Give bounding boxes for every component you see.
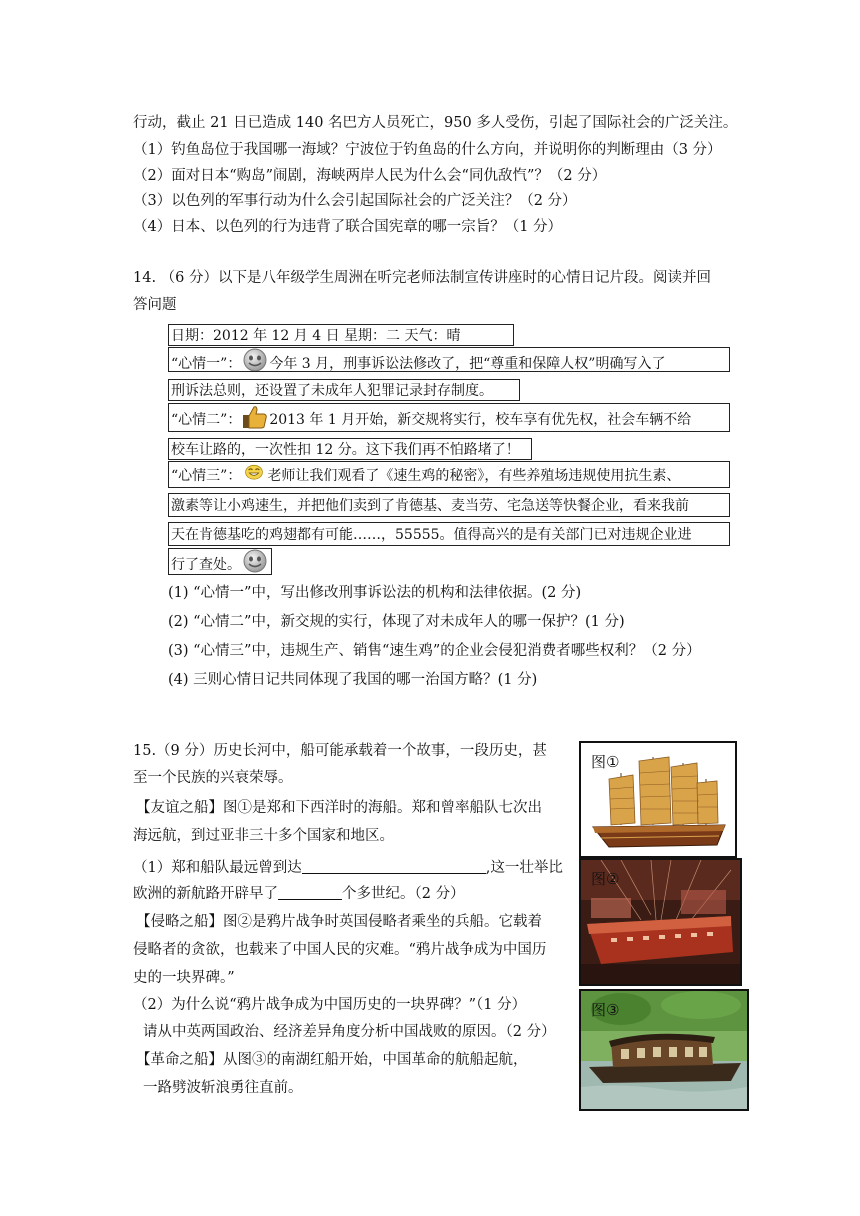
diary-mood1-line1 bbox=[168, 347, 730, 372]
q15-friendship-line1: 【友谊之船】图①是郑和下西洋时的海船。郑和曾率船队七次出 bbox=[136, 800, 542, 816]
q15-invasion-line2: 侵略者的贪欲，也载来了中国人民的灾难。“鸦片战争成为中国历 bbox=[133, 942, 547, 958]
q15-q1-text-c: 欧洲的新航路开辟早了 bbox=[133, 886, 278, 902]
q15-friendship-line2: 海远航，到过亚非三十多个国家和地区。 bbox=[133, 828, 394, 844]
q15-revolution-line2: 一路劈波斩浪勇往直前。 bbox=[143, 1080, 303, 1096]
diary-mood2-line1 bbox=[168, 403, 730, 432]
mood3-text-c: 天在肯德基吃的鸡翅都有可能……，55555。值得高兴的是有关部门已对违规企业进 bbox=[171, 527, 692, 543]
mood3-text-d: 行了查处。 bbox=[171, 557, 241, 573]
mood3-text-a: 老师让我们观看了《速生鸡的秘密》，有些养殖场违规使用抗生素、 bbox=[267, 468, 681, 484]
q15-q2-line2: 请从中英两国政治、经济差异角度分析中国战败的原因。（2 分） bbox=[143, 1024, 556, 1040]
figure-3-nanhu-red-boat bbox=[579, 989, 749, 1111]
figure-2-label: 图② bbox=[591, 870, 620, 888]
mood2-text-b: 校车让路的，一次性扣 12 分。这下我们再不怕路堵了！ bbox=[171, 442, 520, 458]
q15-q2-line1: （2）为什么说“鸦片战争成为中国历史的一块界碑？”（1 分） bbox=[133, 997, 527, 1013]
smiley-face-icon bbox=[242, 348, 268, 372]
figure-1-label: 图① bbox=[591, 753, 620, 771]
mood3-label: “心情三”： bbox=[171, 468, 242, 484]
mood2-text-a: 2013 年 1 月开始，新交规将实行，校车享有优先权，社会车辆不给 bbox=[269, 412, 692, 428]
answer-blank-1[interactable] bbox=[302, 857, 486, 874]
diary-mood3-line3 bbox=[168, 522, 730, 546]
q13-item-1: （1）钓鱼岛位于我国哪一海域？宁波位于钓鱼岛的什么方向，并说明你的判断理由（3 分） bbox=[133, 142, 722, 158]
q15-invasion-line1: 【侵略之船】图②是鸦片战争时英国侵略者乘坐的兵船。它载着 bbox=[136, 914, 542, 930]
thumbs-up-icon bbox=[242, 404, 268, 430]
q14-stem-line2: 答问题 bbox=[133, 297, 177, 313]
q14-question-2: (2) “心情二”中，新交规的实行，体现了对未成年人的哪一保护？(1 分) bbox=[168, 614, 625, 630]
answer-blank-2[interactable] bbox=[278, 883, 342, 900]
diary-mood3-line4 bbox=[168, 548, 272, 575]
q15-q1-text-d: 个多世纪。（2 分） bbox=[342, 886, 465, 902]
q15-invasion-line3: 史的一块界碑。” bbox=[133, 970, 235, 986]
q15-q1-text-a: （1）郑和船队最远曾到达 bbox=[133, 860, 302, 876]
q15-q1-line2 bbox=[133, 883, 465, 904]
q15-stem-line1: 15.（9 分）历史长河中，船可能承载着一个故事，一段历史，甚 bbox=[133, 743, 547, 759]
q14-question-4: (4) 三则心情日记共同体现了我国的哪一治国方略？(1 分) bbox=[168, 672, 538, 688]
figure-3-label: 图③ bbox=[591, 1001, 620, 1019]
q13-item-3: （3）以色列的军事行动为什么会引起国际社会的广泛关注？（2 分） bbox=[133, 193, 577, 209]
q15-q1-line1 bbox=[133, 857, 563, 878]
mood2-label: “心情二”： bbox=[171, 412, 242, 428]
mood1-label: “心情一”： bbox=[171, 356, 242, 372]
diary-date-line bbox=[168, 324, 514, 346]
mood1-text-b: 刑诉法总则，还设置了未成年人犯罪记录封存制度。 bbox=[171, 383, 493, 399]
q14-question-1: (1) “心情一”中，写出修改刑事诉讼法的机构和法律依据。(2 分) bbox=[168, 585, 582, 601]
q13-item-4: （4）日本、以色列的行为违背了联合国宪章的哪一宗旨？（1 分） bbox=[133, 219, 563, 235]
mood3-text-b: 激素等让小鸡速生，并把他们卖到了肯德基、麦当劳、宅急送等快餐企业，看来我前 bbox=[171, 498, 689, 514]
figure-1-zheng-he-ship bbox=[579, 741, 737, 858]
diary-mood2-line2 bbox=[168, 438, 532, 460]
q15-stem-line2: 至一个民族的兴衰荣辱。 bbox=[133, 770, 293, 786]
diary-mood3-line2 bbox=[168, 493, 730, 517]
grinning-face-icon bbox=[242, 463, 266, 483]
mood1-text-a: 今年 3 月，刑事诉讼法修改了，把“尊重和保障人权”明确写入了 bbox=[269, 356, 666, 372]
q15-q1-text-b: ,这一壮举比 bbox=[485, 860, 563, 876]
smiley-face-icon bbox=[242, 549, 268, 575]
q14-stem-line1: 14. （6 分）以下是八年级学生周洲在听完老师法制宣传讲座时的心情日记片段。阅读并回 bbox=[133, 270, 711, 286]
diary-mood1-line2 bbox=[168, 379, 520, 401]
q15-revolution-line1: 【革命之船】从图③的南湖红船开始，中国革命的航船起航， bbox=[136, 1052, 528, 1068]
q14-question-3: (3) “心情三”中，违规生产、销售“速生鸡”的企业会侵犯消费者哪些权利？（2 分） bbox=[168, 643, 701, 659]
diary-date-text: 日期：2012 年 12 月 4 日 星期：二 天气：晴 bbox=[171, 328, 461, 344]
diary-mood3-line1 bbox=[168, 461, 730, 488]
figure-2-british-warship bbox=[579, 858, 742, 986]
q13-item-2: （2）面对日本“购岛”闹剧，海峡两岸人民为什么会“同仇敌忾”？（2 分） bbox=[133, 168, 607, 184]
q13-intro-tail: 行动，截止 21 日已造成 140 名巴方人员死亡，950 多人受伤，引起了国际社会的广泛关注。 bbox=[133, 115, 738, 131]
